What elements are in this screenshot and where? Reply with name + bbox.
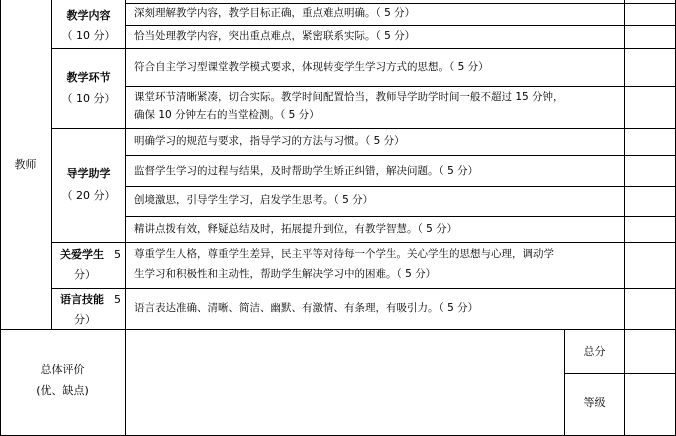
criterion-9-line2: 生学习和积极性和主动性，帮助学生解决学习中的困难。（ 5 分） xyxy=(134,268,437,280)
score-cell[interactable] xyxy=(625,129,675,155)
criterion-8: 精讲点拨有效，释疑总结及时，拓展提升到位，有教学智慧。（ 5 分） xyxy=(134,223,458,235)
hline-5 xyxy=(125,216,676,217)
criterion-4-line2: 确保 10 分钟左右的当堂检测。（ 5 分） xyxy=(134,109,320,121)
criterion-5: 明确学习的规范与要求，指导学习的方法与习惯。（ 5 分） xyxy=(134,135,405,147)
vline-teacher xyxy=(51,0,52,329)
score-cell[interactable] xyxy=(625,156,675,186)
category-score-unit: 分） xyxy=(74,268,96,281)
category-name: 语言技能 xyxy=(60,293,104,306)
criterion-4-line1: 课堂环节清晰紧凑，切合实际。教学时间配置恰当，教师导学助学时间一般不超过 15 分钟， xyxy=(134,91,564,103)
criterion-1: 深刻理解教学内容，教学目标正确，重点难点明确。（ 5 分） xyxy=(134,7,416,19)
score-cell[interactable] xyxy=(625,4,675,25)
criterion-3: 符合自主学习型课堂教学模式要求，体现转变学生学习方式的思想。（ 5 分） xyxy=(134,61,489,73)
role-label: 教师 xyxy=(14,158,37,171)
hline-cat-1 xyxy=(51,48,676,49)
category-name: 教学内容 xyxy=(66,9,111,22)
category-score: （ 10 分） xyxy=(61,29,116,42)
category-name: 教学环节 xyxy=(66,71,111,84)
grade-field[interactable] xyxy=(625,374,675,435)
hline-4 xyxy=(125,186,676,187)
category-score-unit: 分） xyxy=(74,313,96,326)
category-score: 5 xyxy=(114,293,121,306)
category-score: （ 20 分） xyxy=(61,189,116,202)
category-name: 关爱学生 xyxy=(60,248,104,261)
summary-comment-area[interactable] xyxy=(126,330,564,435)
hline-cat-4 xyxy=(51,288,126,289)
score-cell[interactable] xyxy=(625,87,675,128)
criterion-2: 恰当处理教学内容，突出重点难点，紧密联系实际。（ 5 分） xyxy=(134,30,416,42)
criterion-6: 监督学生学习的过程与结果，及时帮助学生矫正纠错，解决问题。（ 5 分） xyxy=(134,165,479,177)
summary-label: 总体评价 xyxy=(40,363,85,376)
criterion-9-line1: 尊重学生人格，尊重学生差异，民主平等对待每一个学生。关心学生的思想与心理，调动学 xyxy=(134,248,554,260)
score-cell[interactable] xyxy=(625,289,675,329)
hline-6 xyxy=(125,288,676,289)
score-cell[interactable] xyxy=(625,217,675,242)
hline-cat-3 xyxy=(51,242,676,243)
criterion-10: 语言表达准确、清晰、简洁、幽默、有激情、有条理，有吸引力。（ 5 分） xyxy=(134,302,479,314)
criterion-7: 创境激思，引导学生学习，启发学生思考。（ 5 分） xyxy=(134,194,374,206)
grade-label: 等级 xyxy=(583,396,606,409)
score-cell[interactable] xyxy=(625,187,675,216)
score-cell[interactable] xyxy=(625,49,675,86)
summary-sublabel: (优、缺点) xyxy=(36,384,89,397)
category-score: （ 10 分） xyxy=(61,92,116,105)
total-score-field[interactable] xyxy=(625,330,675,373)
score-cell[interactable] xyxy=(625,26,675,48)
total-score-label: 总分 xyxy=(583,345,606,358)
category-score: 5 xyxy=(114,248,121,261)
score-cell[interactable] xyxy=(625,243,675,288)
hline-cat-2 xyxy=(51,128,676,129)
hline-3 xyxy=(125,155,676,156)
category-name: 导学助学 xyxy=(66,167,111,180)
